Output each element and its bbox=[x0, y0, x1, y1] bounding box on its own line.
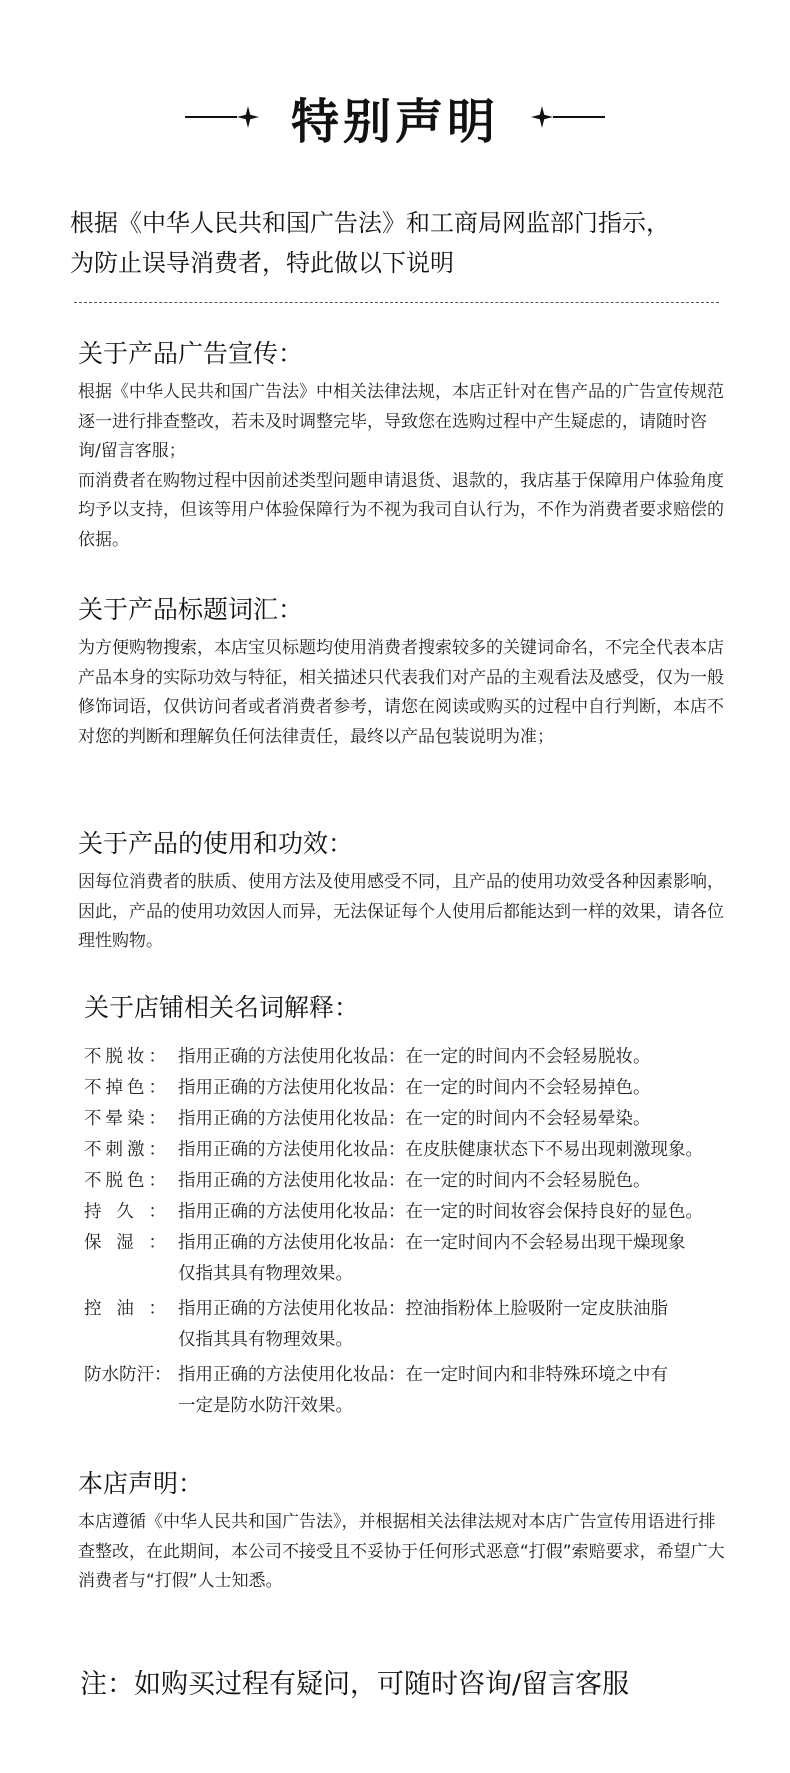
term-key-char: ： bbox=[148, 1171, 166, 1191]
term-row bbox=[84, 1228, 734, 1290]
term-key-char: 不 bbox=[84, 1078, 102, 1098]
term-row bbox=[84, 1294, 734, 1356]
left-decoration bbox=[185, 106, 259, 128]
term-definition bbox=[178, 1197, 734, 1228]
term-definition-line: 指用正确的方法使用化妆品：在一定的时间妆容会保持良好的显色。 bbox=[178, 1202, 703, 1222]
page-title: 特别声明 bbox=[290, 93, 499, 150]
term-key-char: 晕 bbox=[105, 1109, 123, 1129]
intro-line: 根据《中华人民共和国广告法》和工商局网监部门指示， bbox=[70, 209, 670, 237]
term-row bbox=[84, 1073, 734, 1104]
term-definition-line: 指用正确的方法使用化妆品：在皮肤健康状态下不易出现刺激现象。 bbox=[178, 1140, 703, 1160]
term-key-char: 持 bbox=[84, 1202, 102, 1222]
term-key-char: ： bbox=[148, 1109, 166, 1129]
term-key-char: 控 bbox=[84, 1299, 102, 1319]
term-key-char: 防水防汗： bbox=[84, 1365, 172, 1385]
term-key-char: ： bbox=[148, 1078, 166, 1098]
section-store bbox=[78, 1466, 728, 1597]
term-key-char: 激 bbox=[127, 1140, 145, 1160]
term-key-char: 不 bbox=[84, 1140, 102, 1160]
section-usage bbox=[78, 826, 728, 957]
term-key-char: 久 bbox=[116, 1202, 134, 1222]
term-definition-line: 指用正确的方法使用化妆品：在一定的时间内不会轻易掉色。 bbox=[178, 1078, 651, 1098]
term-definition bbox=[178, 1073, 734, 1104]
term-key-char: 油 bbox=[116, 1299, 134, 1319]
term-key-char: ： bbox=[148, 1202, 166, 1222]
paragraph: 根据《中华人民共和国广告法》中相关法律法规，本店正针对在售产品的广告宣传规范逐一进行排查整改，若未及时调整完毕，导致您在选购过程中产生疑虑的，请随时咨询/留言客服； bbox=[78, 382, 724, 461]
term-key-char: 不 bbox=[84, 1171, 102, 1191]
section-body bbox=[78, 868, 728, 957]
term-key bbox=[84, 1135, 178, 1166]
intro-text bbox=[70, 203, 730, 283]
term-definition bbox=[178, 1166, 734, 1197]
sparkle-icon bbox=[237, 106, 259, 128]
term-key-char: 色 bbox=[127, 1078, 145, 1098]
paragraph: 本店遵循《中华人民共和国广告法》，并根据相关法律法规对本店广告宣传用语进行排查整改，在此期间，本公司不接受且不妥协于任何形式恶意“打假”索赔要求，希望广大消费者与“打假”人士知悉。 bbox=[78, 1512, 725, 1591]
term-definition-line: 仅指其具有物理效果。 bbox=[178, 1264, 353, 1284]
sparkle-icon bbox=[531, 106, 553, 128]
section-body bbox=[78, 634, 728, 752]
page-header bbox=[0, 82, 790, 152]
term-definition-line: 指用正确的方法使用化妆品：在一定时间内和非特殊环境之中有 bbox=[178, 1365, 668, 1385]
term-key bbox=[84, 1104, 178, 1135]
term-key-char: 妆 bbox=[127, 1047, 145, 1067]
term-definition-line: 仅指其具有物理效果。 bbox=[178, 1330, 353, 1350]
term-key-char: 染 bbox=[127, 1109, 145, 1129]
term-definition bbox=[178, 1360, 734, 1422]
term-key-char: 掉 bbox=[105, 1078, 123, 1098]
term-row bbox=[84, 1197, 734, 1228]
section-terms bbox=[84, 990, 734, 1426]
section-titles bbox=[78, 592, 728, 752]
term-key-char: 脱 bbox=[105, 1171, 123, 1191]
term-key bbox=[84, 1360, 178, 1422]
term-row bbox=[84, 1104, 734, 1135]
section-body bbox=[78, 1508, 728, 1597]
term-key-char: 湿 bbox=[116, 1233, 134, 1253]
term-definition-line: 指用正确的方法使用化妆品：在一定的时间内不会轻易晕染。 bbox=[178, 1109, 651, 1129]
term-definition bbox=[178, 1228, 734, 1290]
decor-line bbox=[185, 116, 237, 118]
term-key-char: ： bbox=[148, 1233, 166, 1253]
paragraph: 为方便购物搜索，本店宝贝标题均使用消费者搜索较多的关键词命名，不完全代表本店产品本身的实际功效与特征，相关描述只代表我们对产品的主观看法及感受，仅为一般修饰词语，仅供访问者或者消费者参考，请您在阅读或购买的过程中自行判断，本店不对您的判断和理解负任何法律责任，最终以产品包装说明为准； bbox=[78, 638, 724, 747]
term-key-char: 保 bbox=[84, 1233, 102, 1253]
term-definition-line: 指用正确的方法使用化妆品：控油指粉体上脸吸附一定皮肤油脂 bbox=[178, 1299, 668, 1319]
paragraph: 而消费者在购物过程中因前述类型问题申请退货、退款的，我店基于保障用户体验角度均予以支持，但该等用户体验保障行为不视为我司自认行为，不作为消费者要求赔偿的依据。 bbox=[78, 470, 724, 550]
term-definition-line: 指用正确的方法使用化妆品：在一定时间内不会轻易出现干燥现象 bbox=[178, 1233, 686, 1253]
right-decoration bbox=[531, 106, 605, 128]
dashed-divider bbox=[74, 302, 719, 303]
term-definition bbox=[178, 1104, 734, 1135]
term-definition bbox=[178, 1042, 734, 1073]
term-key-char: ： bbox=[148, 1140, 166, 1160]
term-definition-line: 指用正确的方法使用化妆品：在一定的时间内不会轻易脱妆。 bbox=[178, 1047, 651, 1067]
section-heading: 关于产品标题词汇： bbox=[78, 595, 304, 624]
term-key-char: 脱 bbox=[105, 1047, 123, 1067]
term-row bbox=[84, 1042, 734, 1073]
term-key-char: ： bbox=[148, 1299, 166, 1319]
section-heading: 本店声明： bbox=[78, 1469, 204, 1498]
term-key-char: 不 bbox=[84, 1047, 102, 1067]
footer-note: 注：如购买过程有疑问，可随时咨询/留言客服 bbox=[80, 1669, 630, 1700]
section-heading: 关于店铺相关名词解释： bbox=[84, 993, 360, 1022]
section-ads bbox=[78, 336, 728, 555]
section-heading: 关于产品广告宣传： bbox=[78, 339, 304, 368]
term-row bbox=[84, 1360, 734, 1422]
term-key-char: ： bbox=[148, 1047, 166, 1067]
paragraph: 因每位消费者的肤质、使用方法及使用感受不同，且产品的使用功效受各种因素影响，因此，产品的使用功效因人而异，无法保证每个人使用后都能达到一样的效果，请各位理性购物。 bbox=[78, 872, 724, 951]
term-key bbox=[84, 1073, 178, 1104]
terms-list bbox=[84, 1042, 734, 1422]
term-key bbox=[84, 1166, 178, 1197]
decor-line bbox=[553, 116, 605, 118]
term-row bbox=[84, 1166, 734, 1197]
term-definition-line: 指用正确的方法使用化妆品：在一定的时间内不会轻易脱色。 bbox=[178, 1171, 651, 1191]
term-key-char: 色 bbox=[127, 1171, 145, 1191]
term-key-char: 刺 bbox=[105, 1140, 123, 1160]
term-key bbox=[84, 1042, 178, 1073]
term-key bbox=[84, 1228, 178, 1290]
intro-line: 为防止误导消费者，特此做以下说明 bbox=[70, 249, 454, 277]
term-definition-line: 一定是防水防汗效果。 bbox=[178, 1396, 353, 1416]
term-key bbox=[84, 1197, 178, 1228]
term-definition bbox=[178, 1294, 734, 1356]
term-key bbox=[84, 1294, 178, 1356]
term-key-char: 不 bbox=[84, 1109, 102, 1129]
section-body bbox=[78, 378, 728, 555]
term-definition bbox=[178, 1135, 734, 1166]
term-row bbox=[84, 1135, 734, 1166]
section-heading: 关于产品的使用和功效： bbox=[78, 829, 354, 858]
